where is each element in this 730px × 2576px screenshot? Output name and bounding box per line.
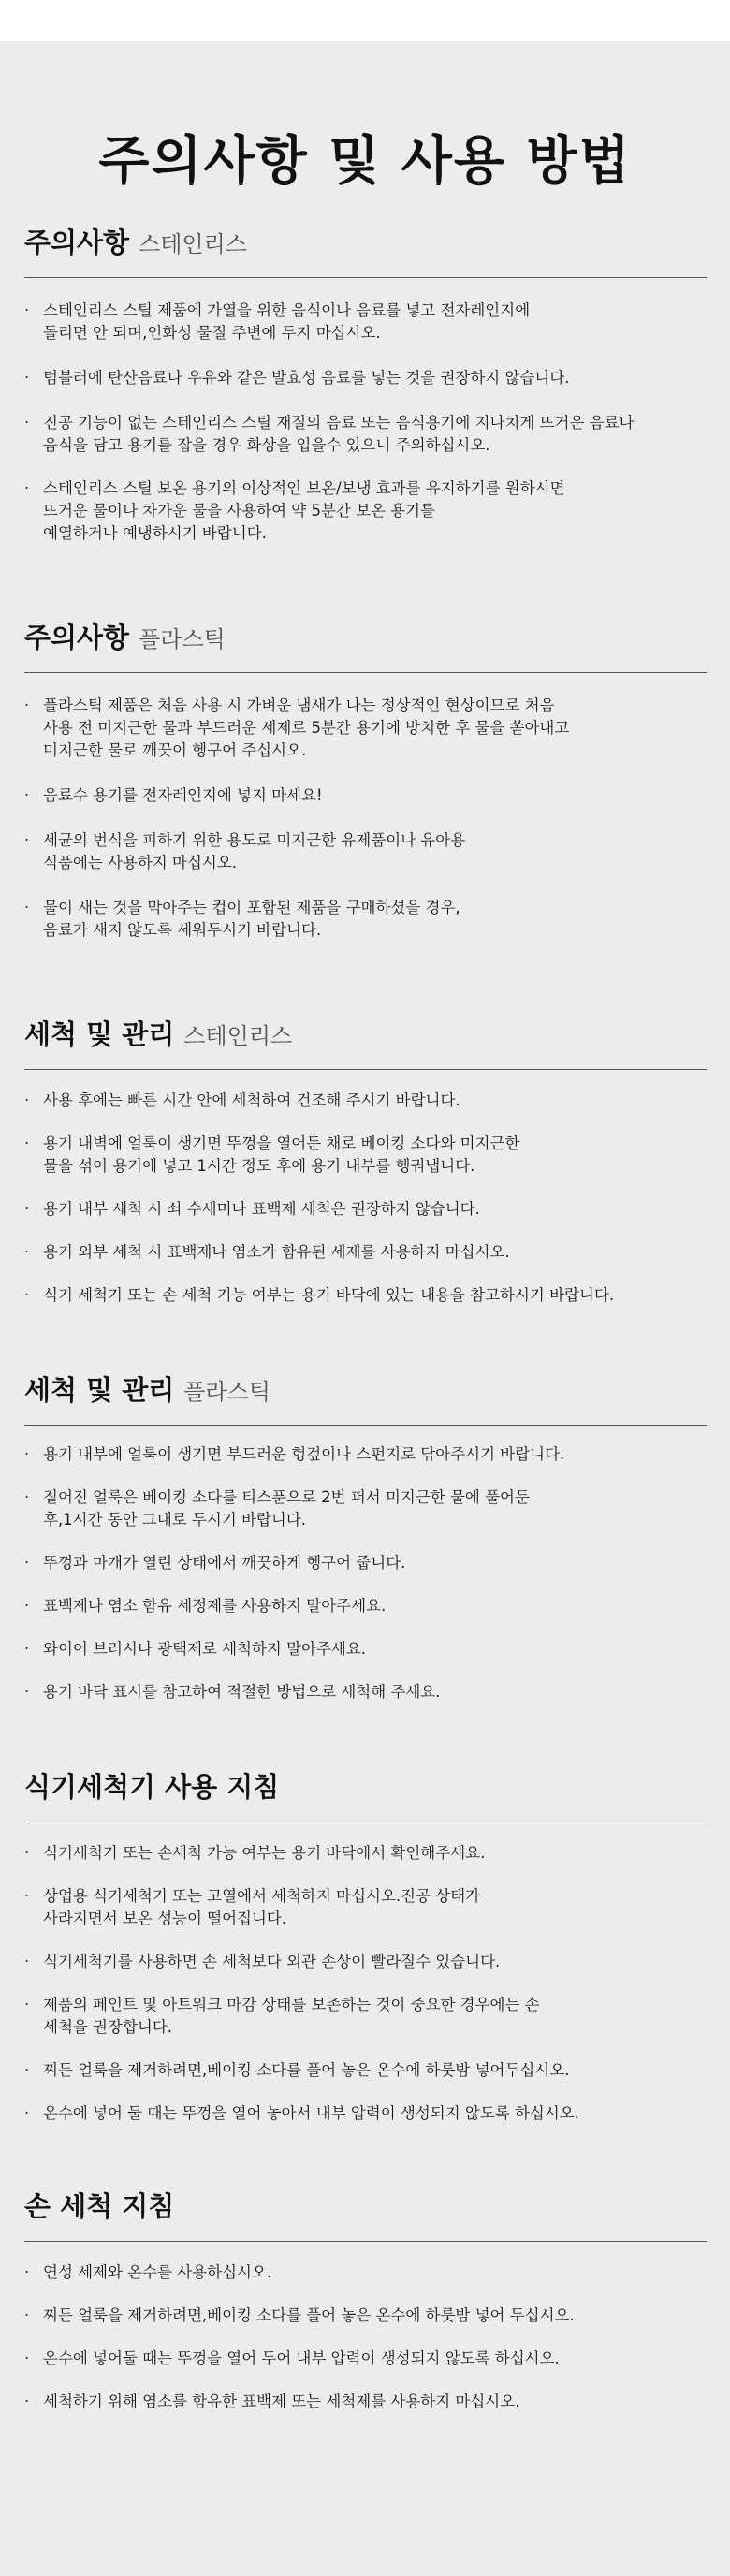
section-caution-stainless — [24, 227, 707, 542]
section-title: 주의사항 플라스틱 — [24, 622, 226, 653]
list-item-text: 용기 바닥 표시를 참고하여 적절한 방법으로 세척해 주세요. — [43, 1683, 441, 1701]
list-item-text: 용기 내부에 얼룩이 생기면 부드러운 헝겊이나 스펀지로 닦아주시기 바랍니다. — [43, 1445, 565, 1463]
section-title: 식기세척기 사용 지침 — [24, 1771, 280, 1803]
bullet-icon: · — [24, 1640, 30, 1658]
list-item-text: 용기 내벽에 얼룩이 생기면 뚜껑을 열어둔 채로 베이킹 소다와 미지근한 물을 섞어 용기에 넣고 1시간 정도 후에 용기 내부를 헹궈냅니다. — [43, 1134, 520, 1175]
bullet-icon: · — [24, 1683, 30, 1701]
bullet-icon: · — [24, 831, 30, 849]
list-item-text: 스테인리스 스틸 보온 용기의 이상적인 보온/보냉 효과를 유지하기를 원하시면 뜨거운 물이나 차가운 물을 사용하여 약 5분간 보온 용기를 예열하거나 예냉하시기 바랍니다. — [43, 479, 565, 542]
bullet-icon: · — [24, 1554, 30, 1572]
bullet-icon: · — [24, 1243, 30, 1261]
list-item — [24, 1486, 707, 1531]
list-item — [24, 367, 707, 389]
list-item-text: 플라스틱 제품은 처음 사용 시 가벼운 냄새가 나는 정상적인 현상이므로 처음 사용 전 미지근한 물과 부드러운 세제로 5분간 용기에 방치한 후 물을 쏟아내고 미지근한 물로 깨끗이 헹구어 주십시오. — [43, 696, 570, 759]
list-item — [24, 2391, 707, 2413]
section-title: 주의사항 스테인리스 — [24, 227, 247, 258]
bullet-icon: · — [24, 2061, 30, 2079]
list-item-text: 사용 후에는 빠른 시간 안에 세척하여 건조해 주시기 바랍니다. — [43, 1091, 460, 1109]
section-title: 손 세척 지침 — [24, 2190, 175, 2222]
section-heading — [24, 1376, 707, 1426]
page-background — [0, 41, 730, 2576]
list-item — [24, 1951, 707, 1973]
list-item-text: 뚜껑과 마개가 열린 상태에서 깨끗하게 헹구어 줍니다. — [43, 1554, 406, 1572]
bullet-icon: · — [24, 1286, 30, 1304]
list-item-text: 용기 내부 세척 시 쇠 수세미나 표백제 세척은 권장하지 않습니다. — [43, 1200, 480, 1218]
list-item — [24, 829, 707, 874]
bullet-icon: · — [24, 899, 30, 916]
section-hand-wash — [24, 2190, 707, 2410]
list-item-text: 텀블러에 탄산음료나 우유와 같은 발효성 음료를 넣는 것을 권장하지 않습니다. — [43, 369, 570, 387]
list-item — [24, 2261, 707, 2284]
list-item — [24, 2305, 707, 2327]
list-item — [24, 1443, 707, 1466]
bullet-icon: · — [24, 1134, 30, 1152]
section-dishwasher — [24, 1771, 707, 2122]
bullet-icon: · — [24, 696, 30, 714]
list-item-text: 진공 기능이 없는 스테인리스 스틸 재질의 음료 또는 음식용기에 지나치게 뜨거운 음료나 음식을 담고 용기를 잡을 경우 화상을 입을수 있으니 주의하십시오. — [43, 414, 635, 454]
list-item-text: 찌든 얼룩을 제거하려면,베이킹 소다를 풀어 놓은 온수에 하룻밤 넣어 두십시오. — [43, 2306, 575, 2324]
list-item — [24, 1885, 707, 1930]
list-item-text: 와이어 브러시나 광택제로 세척하지 말아주세요. — [43, 1640, 367, 1658]
section-title: 세척 및 관리 플라스틱 — [24, 1374, 271, 1406]
list-item — [24, 1595, 707, 1617]
section-care-plastic — [24, 1374, 707, 1701]
bullet-icon: · — [24, 1200, 30, 1218]
list-item-text: 짙어진 얼룩은 베이킹 소다를 티스푼으로 2번 퍼서 미지근한 물에 풀어둔 후,1시간 동안 그대로 두시기 바랍니다. — [43, 1488, 530, 1529]
list-item — [24, 1994, 707, 2039]
bullet-icon: · — [24, 1844, 30, 1862]
list-item — [24, 1681, 707, 1704]
section-subtitle: 플라스틱 — [183, 1379, 271, 1405]
list-item-text: 스테인리스 스틸 제품에 가열을 위한 음식이나 음료를 넣고 전자레인지에 돌리면 안 되며,인화성 물질 주변에 두지 마십시오. — [43, 301, 531, 342]
list-item — [24, 1552, 707, 1574]
bullet-icon: · — [24, 2349, 30, 2367]
list-item-text: 음료수 용기를 전자레인지에 넣지 마세요! — [43, 786, 323, 804]
bullet-icon: · — [24, 786, 30, 804]
list-item-text: 세척하기 위해 염소를 함유한 표백제 또는 세척제를 사용하지 마십시오. — [43, 2393, 520, 2410]
section-subtitle: 플라스틱 — [139, 626, 226, 652]
list-item-text: 제품의 페인트 및 아트워크 마감 상태를 보존하는 것이 중요한 경우에는 손 세척을 권장합니다. — [43, 1996, 540, 2036]
bullet-icon: · — [24, 2306, 30, 2324]
bullet-icon: · — [24, 1091, 30, 1109]
section-subtitle: 스테인리스 — [139, 231, 247, 257]
bullet-icon: · — [24, 1597, 30, 1615]
bullet-icon: · — [24, 479, 30, 497]
page-title: 주의사항 및 사용 방법 — [98, 131, 632, 192]
list-item-text: 식기세척기 또는 손세척 가능 여부는 용기 바닥에서 확인해주세요. — [43, 1844, 486, 1862]
list-item — [24, 784, 707, 807]
list-item — [24, 1133, 707, 1178]
bullet-icon: · — [24, 1488, 30, 1506]
section-heading — [24, 623, 707, 673]
bullet-icon: · — [24, 1996, 30, 2013]
bullet-icon: · — [24, 2393, 30, 2410]
list-item — [24, 477, 707, 545]
list-item — [24, 2059, 707, 2082]
list-item-text: 식기세척기를 사용하면 손 세척보다 외관 손상이 빨라질수 있습니다. — [43, 1953, 501, 1970]
bullet-icon: · — [24, 1953, 30, 1970]
list-item — [24, 1842, 707, 1865]
section-title: 세척 및 관리 스테인리스 — [24, 1018, 293, 1050]
section-heading — [24, 1773, 707, 1822]
list-item — [24, 300, 707, 344]
section-caution-plastic — [24, 622, 707, 939]
list-item — [24, 1198, 707, 1221]
section-heading — [24, 1020, 707, 1070]
list-item — [24, 1638, 707, 1661]
list-item-text: 식기 세척기 또는 손 세척 기능 여부는 용기 바닥에 있는 내용을 참고하시기 바랍니다. — [43, 1286, 615, 1304]
list-item-text: 연성 세제와 온수를 사용하십시오. — [43, 2263, 272, 2281]
section-care-stainless — [24, 1018, 707, 1304]
bullet-icon: · — [24, 1445, 30, 1463]
list-item-text: 물이 새는 것을 막아주는 컵이 포함된 제품을 구매하셨을 경우, 음료가 새지 않도록 세워두시기 바랍니다. — [43, 899, 460, 939]
list-item-text: 찌든 얼룩을 제거하려면,베이킹 소다를 풀어 놓은 온수에 하룻밤 넣어두십시오. — [43, 2061, 570, 2079]
list-item — [24, 897, 707, 942]
bullet-icon: · — [24, 369, 30, 387]
list-item — [24, 1241, 707, 1264]
list-item-text: 온수에 넣어둘 때는 뚜껑을 열어 두어 내부 압력이 생성되지 않도록 하십시오. — [43, 2349, 560, 2367]
list-item-text: 세균의 번식을 피하기 위한 용도로 미지근한 유제품이나 유아용 식품에는 사용하지 마십시오. — [43, 831, 466, 871]
bullet-icon: · — [24, 301, 30, 319]
list-item — [24, 1090, 707, 1112]
bullet-icon: · — [24, 1887, 30, 1905]
section-heading — [24, 228, 707, 278]
section-heading — [24, 2192, 707, 2242]
list-item — [24, 1284, 707, 1307]
list-item-text: 용기 외부 세척 시 표백제나 염소가 함유된 세제를 사용하지 마십시오. — [43, 1243, 510, 1261]
list-item-text: 상업용 식기세척기 또는 고열에서 세척하지 마십시오.진공 상태가 사라지면서 보온 성능이 떨어집니다. — [43, 1887, 481, 1927]
list-item — [24, 2348, 707, 2370]
list-item-text: 온수에 넣어 둘 때는 뚜껑을 열어 놓아서 내부 압력이 생성되지 않도록 하십시오. — [43, 2104, 579, 2122]
list-item — [24, 412, 707, 457]
bullet-icon: · — [24, 414, 30, 432]
bullet-icon: · — [24, 2104, 30, 2122]
list-item-text: 표백제나 염소 함유 세정제를 사용하지 말아주세요. — [43, 1597, 387, 1615]
bullet-icon: · — [24, 2263, 30, 2281]
section-subtitle: 스테인리스 — [183, 1023, 293, 1049]
list-item — [24, 2102, 707, 2125]
list-item — [24, 695, 707, 762]
